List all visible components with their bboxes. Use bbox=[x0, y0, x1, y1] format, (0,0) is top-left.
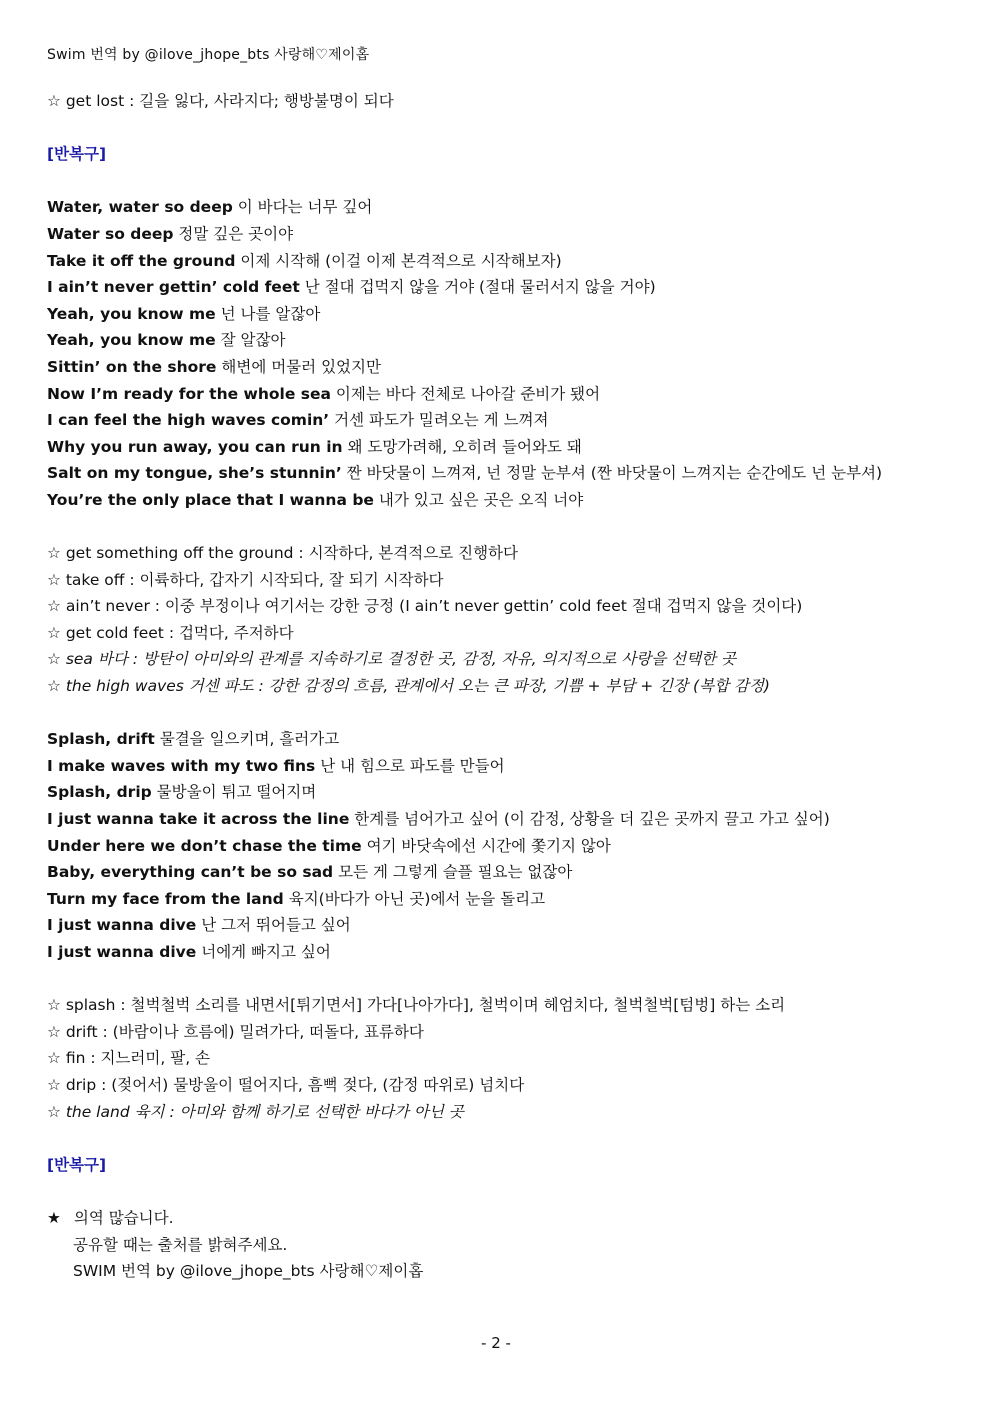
lyric-english: Baby, everything can’t be so sad bbox=[47, 863, 334, 882]
lyric-line bbox=[47, 806, 967, 833]
section-label-chorus-repeat: [반복구] bbox=[47, 1155, 107, 1174]
lyric-korean: 이 바다는 너무 깊어 bbox=[237, 198, 373, 217]
lyric-english: Yeah, you know me bbox=[47, 331, 216, 350]
vocab-note: ☆ sea 바다 : 방탄이 아미와의 관계를 지속하기로 결정한 곳, 감정, 자유, 의지적으로 사랑을 선택한 곳 bbox=[47, 650, 736, 669]
chorus-notes bbox=[47, 540, 967, 700]
lyric-english: I ain’t never gettin’ cold feet bbox=[47, 278, 300, 297]
lyric-korean: 물결을 일으키며, 흘러가고 bbox=[159, 730, 340, 749]
lyric-korean: 짠 바닷물이 느껴져, 넌 정말 눈부셔 (짠 바닷물이 느껴지는 순간에도 넌 눈부셔) bbox=[346, 464, 883, 483]
lyric-korean: 내가 있고 싶은 곳은 오직 너야 bbox=[378, 490, 584, 509]
lyric-english: Salt on my tongue, she’s stunnin’ bbox=[47, 464, 342, 483]
lyric-korean: 난 그저 뛰어들고 싶어 bbox=[201, 916, 351, 935]
page-number: - 2 - bbox=[481, 1334, 511, 1352]
vocab-note: ☆ get cold feet : 겁먹다, 주저하다 bbox=[47, 623, 294, 642]
lyric-english: You’re the only place that I wanna be bbox=[47, 490, 374, 509]
lyric-line bbox=[47, 460, 967, 487]
vocab-note: ☆ drip : (젖어서) 물방울이 떨어지다, 흠뻑 젖다, (감정 따위로) 넘치다 bbox=[47, 1075, 525, 1094]
lyric-line bbox=[47, 327, 967, 354]
lyric-english: Now I’m ready for the whole sea bbox=[47, 384, 331, 403]
lyric-korean: 잘 알잖아 bbox=[220, 331, 286, 350]
lyric-korean: 해변에 머물러 있었지만 bbox=[221, 357, 381, 376]
lyric-line bbox=[47, 833, 967, 860]
lyric-korean: 난 내 힘으로 파도를 만들어 bbox=[320, 756, 505, 775]
chorus-lyrics bbox=[47, 194, 967, 513]
lyrics-content bbox=[47, 88, 967, 1285]
lyric-english: Sittin’ on the shore bbox=[47, 357, 217, 376]
lyric-line bbox=[47, 434, 967, 461]
lyric-english: Take it off the ground bbox=[47, 251, 236, 270]
lyric-korean: 육지(바다가 아닌 곳)에서 눈을 돌리고 bbox=[288, 889, 546, 908]
lyric-korean: 왜 도망가려해, 오히려 들어와도 돼 bbox=[347, 437, 582, 456]
spacer bbox=[47, 1125, 967, 1152]
lyric-line bbox=[47, 248, 967, 275]
spacer bbox=[47, 514, 967, 541]
lyric-line bbox=[47, 221, 967, 248]
lyric-korean: 난 절대 겁먹지 않을 거야 (절대 물러서지 않을 거야) bbox=[304, 278, 656, 297]
vocab-note: ☆ the high waves 거센 파도 : 강한 감정의 흐름, 관계에서 오는 큰 파장, 기쁨 + 부담 + 긴장 (복합 감정) bbox=[47, 677, 770, 696]
lyric-korean: 모든 게 그렇게 슬플 필요는 없잖아 bbox=[338, 863, 573, 882]
lyric-line bbox=[47, 859, 967, 886]
vocab-note: ☆ the land 육지 : 아미와 함께 하기로 선택한 바다가 아닌 곳 bbox=[47, 1102, 464, 1121]
lyric-english: I can feel the high waves comin’ bbox=[47, 411, 330, 430]
spacer bbox=[47, 168, 967, 195]
vocab-note: ☆ splash : 철벅철벅 소리를 내면서[튀기면서] 가다[나아가다], 철벅이며 헤엄치다, 철벅철벅[텀벙] 하는 소리 bbox=[47, 996, 786, 1015]
lyric-english: Splash, drip bbox=[47, 783, 152, 802]
section-label-chorus: [반복구] bbox=[47, 145, 107, 164]
lyric-korean: 넌 나를 알잖아 bbox=[220, 304, 321, 323]
lyric-line bbox=[47, 301, 967, 328]
lyric-korean: 이제 시작해 (이걸 이제 본격적으로 시작해보자) bbox=[240, 251, 562, 270]
lyric-line bbox=[47, 886, 967, 913]
vocab-note: ☆ take off : 이륙하다, 갑자기 시작되다, 잘 되기 시작하다 bbox=[47, 570, 444, 589]
lyric-english: Water so deep bbox=[47, 224, 174, 243]
lyric-korean: 거센 파도가 밀려오는 게 느껴져 bbox=[334, 411, 549, 430]
note-get-lost: ☆ get lost : 길을 잃다, 사라지다; 행방불명이 되다 bbox=[47, 92, 394, 110]
lyric-korean: 여기 바닷속에선 시간에 쫓기지 않아 bbox=[366, 836, 611, 855]
lyric-line bbox=[47, 912, 967, 939]
lyric-english: I just wanna take it across the line bbox=[47, 810, 350, 829]
lyric-english: Water, water so deep bbox=[47, 198, 233, 217]
lyric-line bbox=[47, 407, 967, 434]
lyric-korean: 한계를 넘어가고 싶어 (이 감정, 상황을 더 깊은 곳까지 끌고 가고 싶어) bbox=[354, 810, 830, 829]
lyric-line bbox=[47, 194, 967, 221]
vocab-note: ☆ ain’t never : 이중 부정이나 여기서는 강한 긍정 (I ain’t never gettin’ cold feet 절대 겁먹지 않을 것이다) bbox=[47, 597, 803, 616]
vocab-note: ☆ get something off the ground : 시작하다, 본격적으로 진행하다 bbox=[47, 544, 518, 563]
spacer bbox=[47, 115, 967, 142]
lyric-line bbox=[47, 939, 967, 966]
lyric-english: I just wanna dive bbox=[47, 916, 197, 935]
spacer bbox=[47, 966, 967, 993]
lyric-line bbox=[47, 487, 967, 514]
lyric-english: I just wanna dive bbox=[47, 943, 197, 961]
spacer bbox=[47, 700, 967, 727]
lyric-english: Splash, drift bbox=[47, 730, 155, 749]
vocab-note: ☆ fin : 지느러미, 팔, 손 bbox=[47, 1049, 211, 1068]
star-icon: ★ bbox=[47, 1208, 61, 1227]
lyric-line bbox=[47, 753, 967, 780]
translation-disclaimer: 의역 많습니다. bbox=[73, 1208, 174, 1227]
lyric-english: Yeah, you know me bbox=[47, 304, 216, 323]
lyric-line bbox=[47, 274, 967, 301]
lyric-korean: 너에게 빠지고 싶어 bbox=[201, 943, 331, 961]
lyric-english: I make waves with my two fins bbox=[47, 756, 316, 775]
lyric-korean: 이제는 바다 전체로 나아갈 준비가 됐어 bbox=[335, 384, 601, 403]
verse-notes bbox=[47, 992, 967, 1125]
verse-lyrics bbox=[47, 726, 967, 965]
lyric-english: Turn my face from the land bbox=[47, 889, 284, 908]
lyric-line bbox=[47, 381, 967, 408]
lyric-line bbox=[47, 354, 967, 381]
lyric-korean: 정말 깊은 곳이야 bbox=[178, 224, 294, 243]
translator-note bbox=[47, 1205, 967, 1285]
vocab-note: ☆ drift : (바람이나 흐름에) 밀려가다, 떠돌다, 표류하다 bbox=[47, 1022, 424, 1041]
share-notice: 공유할 때는 출처를 밝혀주세요. bbox=[73, 1235, 288, 1254]
lyric-line bbox=[47, 779, 967, 806]
spacer bbox=[47, 1178, 967, 1205]
lyric-english: Why you run away, you can run in bbox=[47, 437, 343, 456]
lyric-korean: 물방울이 튀고 떨어지며 bbox=[156, 783, 317, 802]
lyric-english: Under here we don’t chase the time bbox=[47, 836, 362, 855]
lyric-line bbox=[47, 726, 967, 753]
page-header: Swim 번역 by @ilove_jhope_bts 사랑해♡제이홉 bbox=[47, 47, 370, 63]
translation-credit: SWIM 번역 by @ilove_jhope_bts 사랑해♡제이홉 bbox=[73, 1262, 424, 1281]
